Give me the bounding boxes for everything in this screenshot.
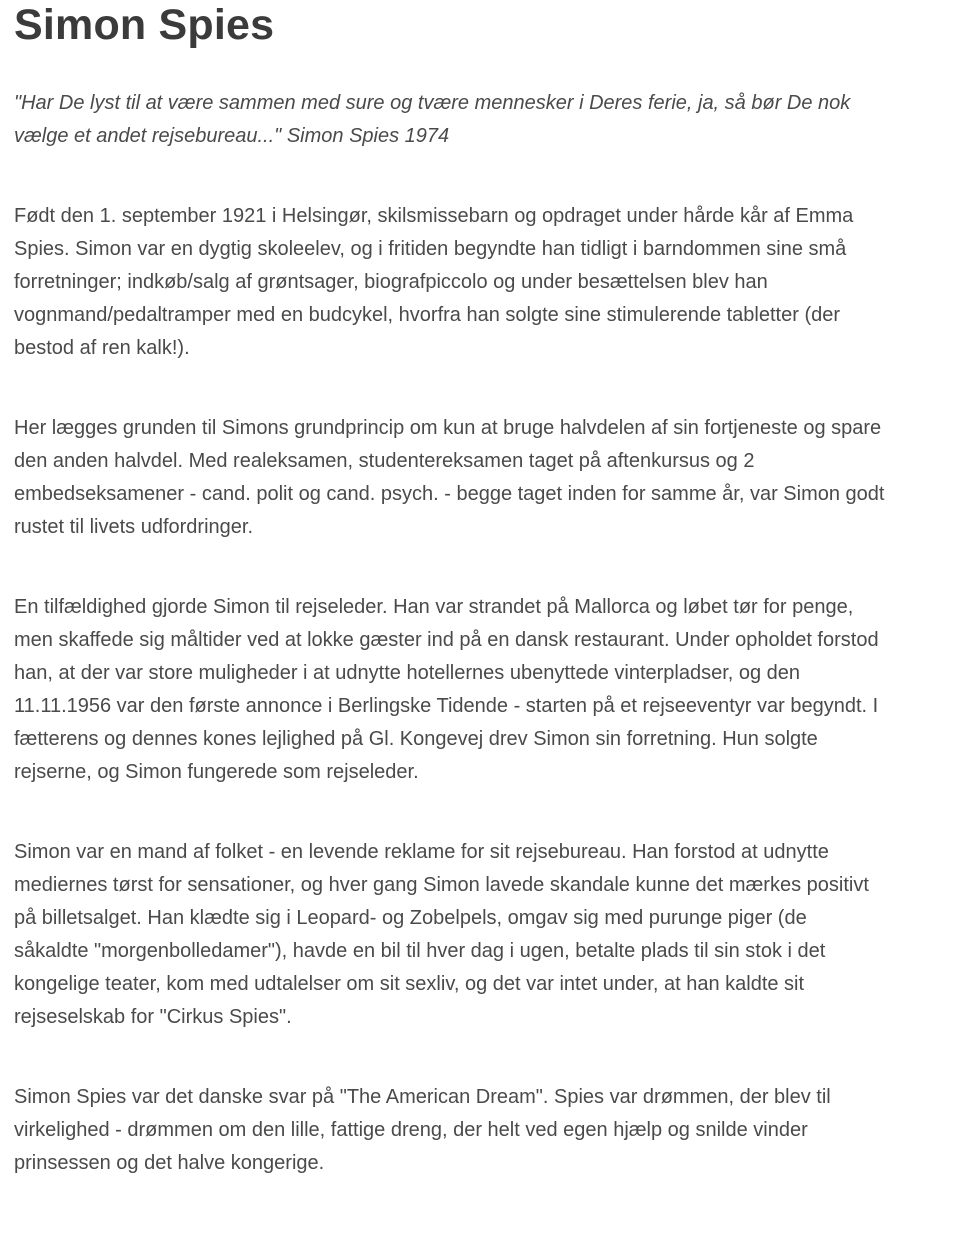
intro-quote: "Har De lyst til at være sammen med sure og tvære mennesker i Deres ferie, ja, så bør De nok vælge et andet rejsebureau..." Simon Spies 1974 — [14, 92, 851, 147]
paragraph-principles-education: Her lægges grunden til Simons grundprincip om kun at bruge halvdelen af sin fortjeneste og spare den anden halvdel. Med realeksamen, studentereksamen taget på aftenkursus og 2 embedseksamener - cand. polit og cand. psych. - begge taget inden for samme år, var Simon godt rustet til livets udfordringer. — [14, 417, 885, 538]
page-title: Simon Spies — [14, 1, 275, 49]
paragraph-birth-childhood: Født den 1. september 1921 i Helsingør, skilsmissebarn og opdraget under hårde kår af Emma Spies. Simon var en dygtig skoleelev, og i fritiden begyndte han tidligt i barndommen sine små forretninger; indkøb/salg af grøntsager, biografpiccolo og under besættelsen blev han vognmand/pedaltramper med en budcykel, hvorfra han solgte sine stimulerende tabletter (der bestod af ren kalk!). — [14, 205, 854, 359]
paragraph-american-dream: Simon Spies var det danske svar på "The American Dream". Spies var drømmen, der blev til virkelighed - drømmen om den lille, fattige dreng, der helt ved egen hjælp og snilde vinder prinsessen og det halve kongerige. — [14, 1086, 831, 1174]
paragraph-publicity-scandals: Simon var en mand af folket - en levende reklame for sit rejsebureau. Han forstod at udnytte mediernes tørst for sensationer, og hver gang Simon lavede skandale kunne det mærkes positivt på billetsalget. Han klædte sig i Leopard- og Zobelpels, omgav sig med purunge piger (de såkaldte "morgenbolledamer"), havde en bil til hver dag i ugen, betalte plads til sin stok i det kongelige teater, kom med udtalelser om sit sexliv, og det var intet under, at han kaldte sit rejseselskab for "Cirkus Spies". — [14, 841, 869, 1028]
paragraph-travel-business-start: En tilfældighed gjorde Simon til rejseleder. Han var strandet på Mallorca og løbet tør for penge, men skaffede sig måltider ved at lokke gæster ind på en dansk restaurant. Under opholdet forstod han, at der var store muligheder i at udnytte hotellernes ubenyttede vinterpladser, og den 11.11.1956 var den første annonce i Berlingske Tidende - starten på et rejseeventyr var begyndt. I fætterens og dennes kones lejlighed på Gl. Kongevej drev Simon sin forretning. Hun solgte rejserne, og Simon fungerede som rejseleder. — [14, 596, 879, 783]
